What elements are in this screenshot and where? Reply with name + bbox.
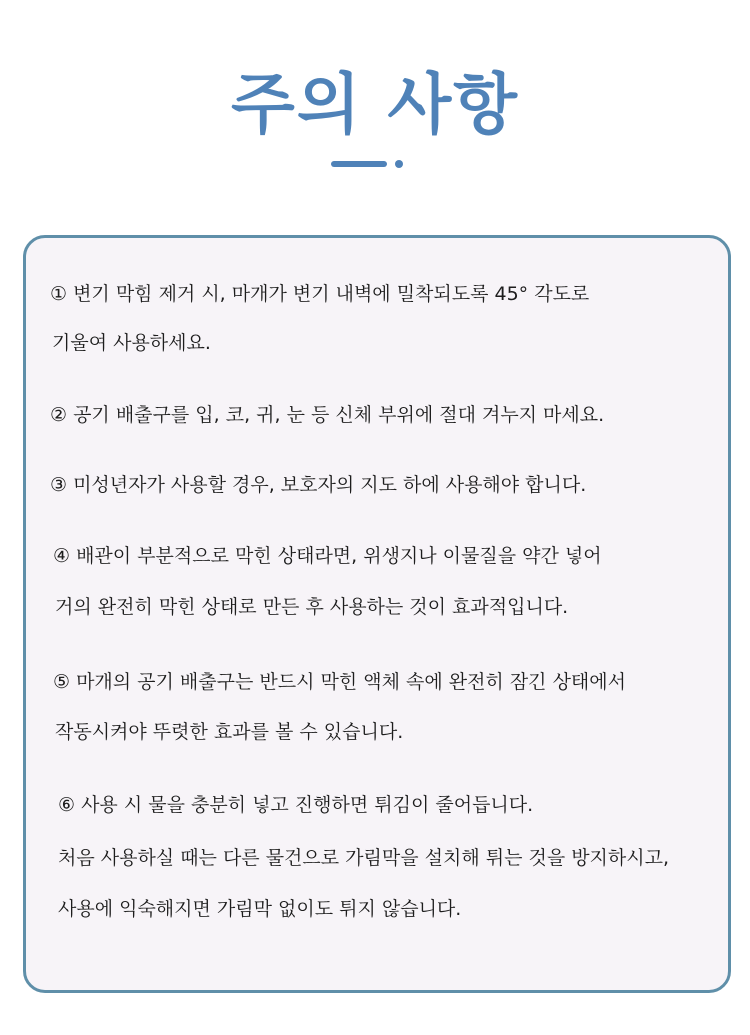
title-underline-bar (331, 161, 387, 167)
page-title: 주의 사항 (230, 66, 519, 143)
notice-5-line-2: 작동시켜야 뚜렷한 효과를 볼 수 있습니다. (55, 721, 404, 743)
notice-1-line-2: 기울여 사용하세요. (52, 332, 211, 354)
notice-4-line-1: ④ 배관이 부분적으로 막힌 상태라면, 위생지나 이물질을 약간 넣어 (53, 545, 602, 567)
notice-6-line-1: ⑥ 사용 시 물을 충분히 넣고 진행하면 튀김이 줄어듭니다. (58, 794, 534, 816)
notice-4-line-2: 거의 완전히 막힌 상태로 만든 후 사용하는 것이 효과적입니다. (55, 596, 569, 618)
title-underline-dot (395, 160, 403, 168)
notice-3-line-1: ③ 미성년자가 사용할 경우, 보호자의 지도 하에 사용해야 합니다. (50, 474, 587, 496)
notice-6-line-2: 처음 사용하실 때는 다른 물건으로 가림막을 설치해 튀는 것을 방지하시고, (58, 847, 670, 869)
notice-1-line-1: ① 변기 막힘 제거 시, 마개가 변기 내벽에 밀착되도록 45° 각도로 (50, 283, 590, 305)
notice-2-line-1: ② 공기 배출구를 입, 코, 귀, 눈 등 신체 부위에 절대 겨누지 마세요. (50, 404, 605, 426)
notice-6-line-3: 사용에 익숙해지면 가림막 없이도 튀지 않습니다. (58, 898, 462, 920)
notice-5-line-1: ⑤ 마개의 공기 배출구는 반드시 막힌 액체 속에 완전히 잠긴 상태에서 (53, 671, 626, 693)
